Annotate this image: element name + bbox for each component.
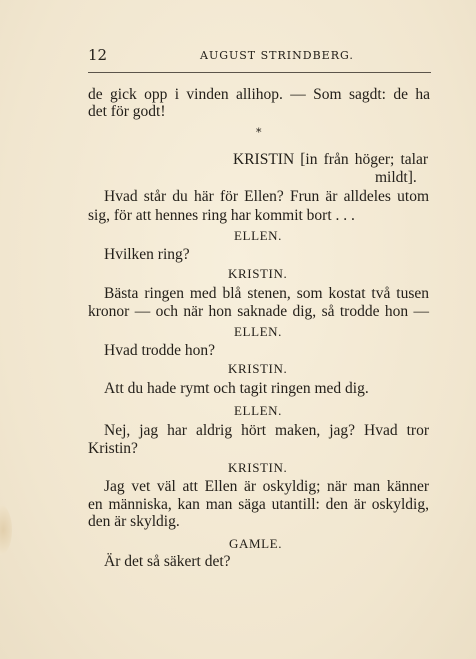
text-line: de gick opp i vinden allihop. — Som sagdt: de ha: [88, 86, 430, 103]
text-line: en människa, kan man säga utantill: den är oskyldig,: [88, 496, 429, 513]
text-line: Hvad står du här för Ellen? Frun är alldeles utom: [104, 188, 429, 205]
running-head-author: AUGUST STRINDBERG.: [200, 49, 354, 62]
text-line: sig, för att hennes ring har kommit bort . . .: [88, 207, 355, 224]
text-line: Är det så säkert det?: [104, 553, 231, 570]
speaker-name: ELLEN.: [234, 403, 283, 418]
page-number: 12: [88, 46, 108, 64]
speaker-name: KRISTIN.: [228, 460, 288, 475]
speaker-name: KRISTIN.: [228, 361, 288, 376]
text-line: Att du hade rymt och tagit ringen med dig.: [104, 380, 369, 397]
text-line: Nej, jag har aldrig hört maken, jag? Hvad tror: [104, 422, 429, 439]
text-line: Kristin?: [88, 440, 138, 457]
text-line: den är skyldig.: [88, 513, 180, 530]
text-line: Hvad trodde hon?: [104, 342, 216, 359]
running-head: [88, 46, 430, 66]
speaker-name: KRISTIN.: [228, 266, 288, 281]
header-rule: [88, 72, 431, 73]
speaker-name: GAMLE.: [229, 536, 283, 551]
stage-direction: KRISTIN [in från höger; talar: [233, 151, 428, 168]
section-separator-star: *: [256, 126, 262, 139]
text-line: Hvilken ring?: [104, 246, 190, 263]
speaker-name: ELLEN.: [234, 324, 283, 339]
text-line: det för godt!: [88, 103, 166, 120]
speaker-name: ELLEN.: [234, 228, 283, 243]
text-line: kronor — och när hon saknade dig, så trodde hon —: [88, 303, 429, 320]
page-edge-stain: [0, 505, 12, 555]
text-line: Bästa ringen med blå stenen, som kostat två tusen: [104, 285, 429, 302]
text-line: Jag vet väl att Ellen är oskyldig; när man känner: [104, 478, 429, 495]
stage-direction: mildt].: [375, 169, 417, 186]
